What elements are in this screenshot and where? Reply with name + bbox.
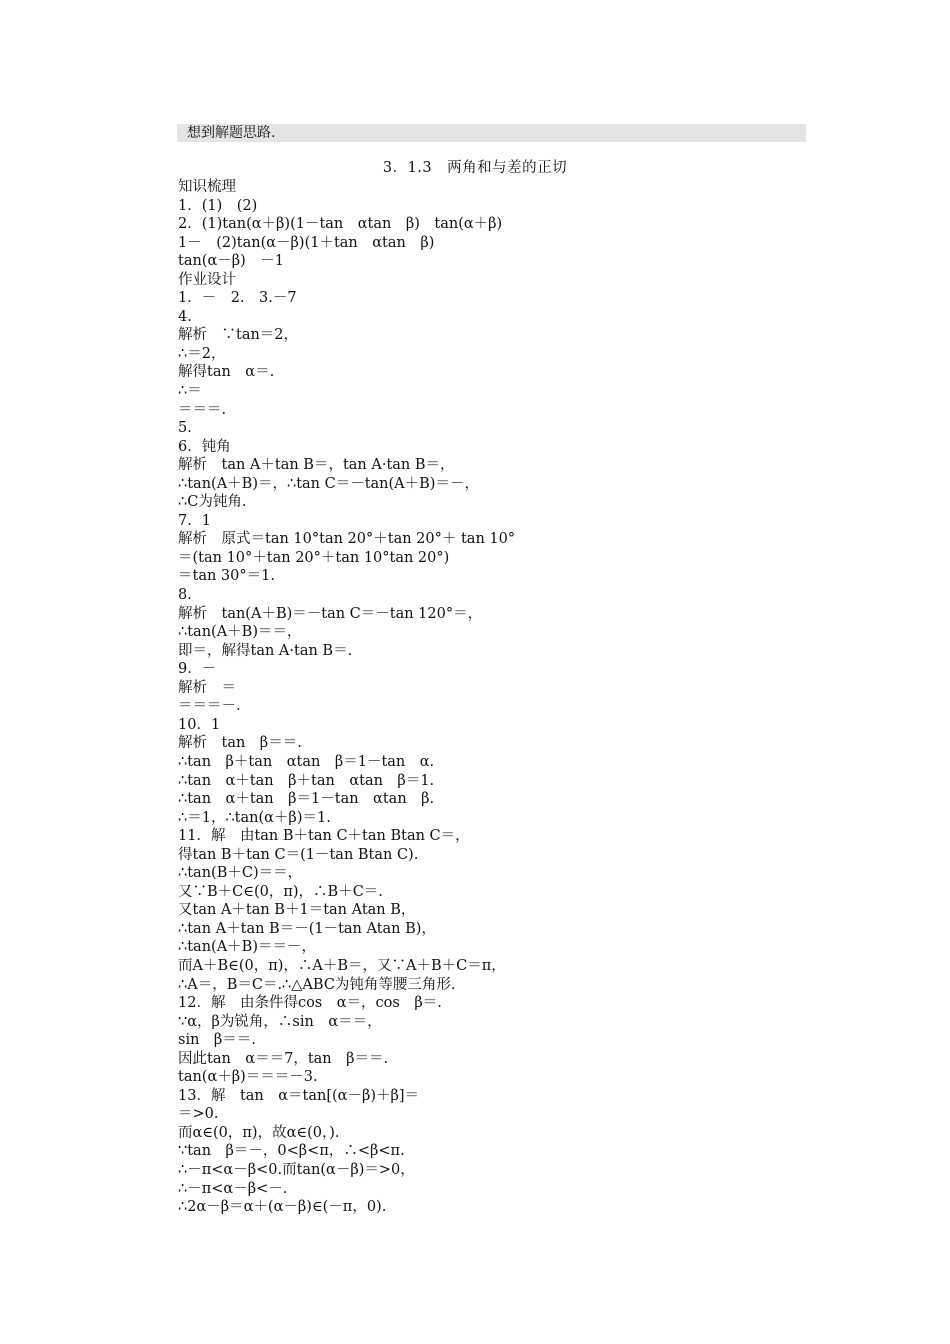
text-line: ∴tan β＋tan αtan β＝1－tan α. xyxy=(178,753,435,770)
text-line: 解析 ∵tan＝2， xyxy=(178,327,299,344)
text-line: 解析 ＝ xyxy=(178,679,236,696)
text-line: 12．解 由条件得cos α＝，cos β＝. xyxy=(178,995,442,1012)
text-line: 解析 tan β＝＝. xyxy=(178,735,302,752)
text-line: ∴tan α＋tan β＝1－tan αtan β. xyxy=(178,791,435,808)
text-line: 9．－ xyxy=(178,661,217,678)
text-line: sin β＝＝. xyxy=(178,1032,256,1049)
text-line: 知识梳理 xyxy=(178,179,236,195)
text-line: 解析 原式＝tan 10°tan 20°＋tan 20°＋ tan 10° xyxy=(178,531,516,548)
text-line: 8. xyxy=(178,587,192,604)
text-line: ∴－π<α－β<0.而tan(α－β)＝>0， xyxy=(178,1161,415,1178)
text-line: ∴＝2， xyxy=(178,345,226,362)
text-line: ∴＝ xyxy=(178,383,202,400)
text-line: ＝(tan 10°＋tan 20°＋tan 10°tan 20°) xyxy=(178,549,450,566)
section-title: 3．1.3 两角和与差的正切 xyxy=(382,160,568,176)
answer-content xyxy=(178,178,818,1217)
text-line: 10．1 xyxy=(178,716,221,733)
text-line: ∴tan(A＋B)＝，∴tan C＝－tan(A＋B)＝－， xyxy=(178,475,479,492)
text-line: 13．解 tan α＝tan[(α－β)＋β]＝ xyxy=(178,1087,420,1104)
text-line: ∴tan(B＋C)＝＝， xyxy=(178,865,303,882)
text-line: 又∵B＋C∈(0，π)，∴B＋C＝. xyxy=(178,883,383,900)
text-line: 7．1 xyxy=(178,512,211,529)
text-line: 4. xyxy=(178,308,192,325)
text-line: ＝＝＝. xyxy=(178,401,227,418)
text-line: 解析 tan(A＋B)＝－tan C＝－tan 120°＝， xyxy=(178,605,483,622)
text-line: 即＝，解得tan A·tan B＝. xyxy=(178,642,353,659)
text-line: 而A＋B∈(0，π)，∴A＋B＝，又∵A＋B＋C＝π， xyxy=(178,957,506,974)
text-line: 5. xyxy=(178,420,192,437)
text-line: 1．(1) (2) xyxy=(178,197,258,214)
text-line: 解得tan α＝. xyxy=(178,364,275,381)
text-line: ∴tan(A＋B)＝＝， xyxy=(178,624,302,641)
text-line: ＝＝＝－. xyxy=(178,698,241,715)
text-line: 6．钝角 xyxy=(178,438,231,455)
text-line: 得tan B＋tan C＝(1－tan Btan C). xyxy=(178,846,419,863)
text-line: ∴tan α＋tan β＋tan αtan β＝1. xyxy=(178,772,435,789)
text-line: ∴C为钝角. xyxy=(178,494,247,511)
text-line: 作业设计 xyxy=(178,271,236,288)
text-line: ∴2α－β＝α＋(α－β)∈(－π，0). xyxy=(178,1199,387,1216)
text-line: 而α∈(0，π)，故α∈(0，). xyxy=(178,1124,340,1141)
text-line: ＝tan 30°＝1. xyxy=(178,568,275,585)
previous-page-banner: 想到解题思路. xyxy=(177,124,806,142)
text-line: tan(α－β) －1 xyxy=(178,253,285,270)
text-line: ∵tan β＝－，0<β<π，∴<β<π. xyxy=(178,1143,405,1160)
text-line: 2．(1)tan(α＋β)(1－tan αtan β) tan(α＋β) xyxy=(178,216,503,233)
text-line: ∴A＝，B＝C＝.∴△ABC为钝角等腰三角形. xyxy=(178,976,456,993)
text-line: 解析 tan A＋tan B＝，tan A·tan B＝， xyxy=(178,457,455,474)
text-line: 11．解 由tan B＋tan C＋tan Btan C＝， xyxy=(178,828,470,845)
text-line: ∴tan(A＋B)＝＝－， xyxy=(178,939,316,956)
text-line: ∴＝1，∴tan(α＋β)＝1. xyxy=(178,809,331,826)
text-line: ＝>0. xyxy=(178,1106,219,1123)
text-line: 又tan A＋tan B＋1＝tan Atan B， xyxy=(178,902,416,919)
text-line: tan(α＋β)＝＝＝－3. xyxy=(178,1069,318,1086)
text-line: 1－ (2)tan(α－β)(1＋tan αtan β) xyxy=(178,234,435,251)
text-line: ∵α，β为锐角，∴sin α＝＝， xyxy=(178,1013,382,1030)
text-line: 1．－ 2. 3.－7 xyxy=(178,290,297,307)
text-line: ∴tan A＋tan B＝－(1－tan Atan B)， xyxy=(178,920,436,937)
text-line: 因此tan α＝＝7，tan β＝＝. xyxy=(178,1050,389,1067)
text-line: ∴－π<α－β<－. xyxy=(178,1180,288,1197)
